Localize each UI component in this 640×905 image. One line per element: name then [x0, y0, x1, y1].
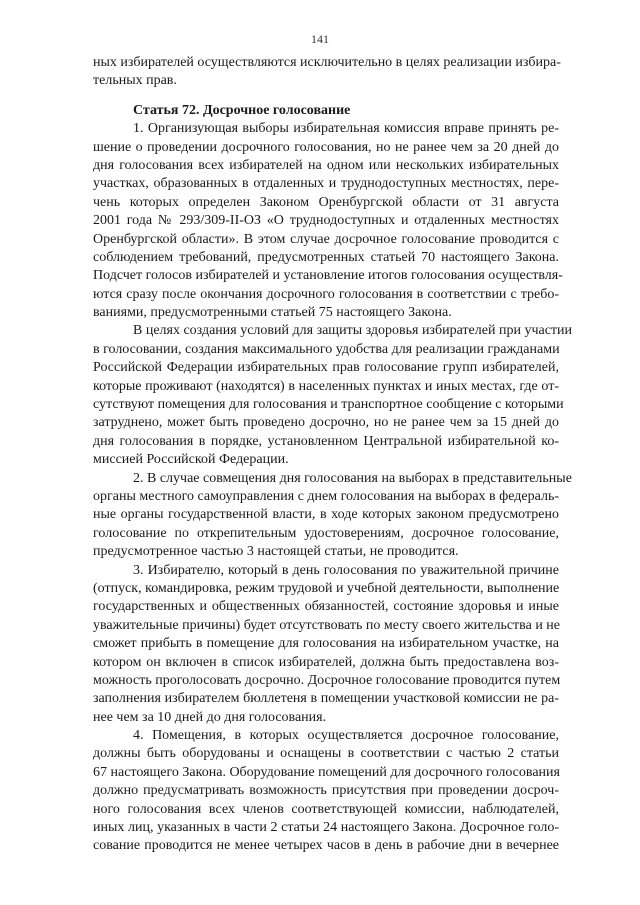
- article-heading: Статья 72. Досрочное голосование: [133, 102, 351, 118]
- article-paragraph-line: Оренбургской области». В этом случае досрочное голосование проводится с: [93, 231, 559, 247]
- article-paragraph-line: Российской Федерации избирательных прав голосование групп избирателей,: [93, 360, 559, 376]
- intro-paragraph-line: тельных прав.: [93, 73, 177, 89]
- article-paragraph: [93, 322, 573, 469]
- article-paragraph-line: дня голосования в порядке, установленном Центральной избирательной ко-: [93, 433, 559, 449]
- article-paragraph: [93, 562, 559, 728]
- article-paragraph-line: миссией Российской Федерации.: [93, 452, 289, 468]
- article-paragraph: [93, 470, 572, 562]
- article-paragraph-line: ются сразу после окончания досрочного голосования в соответствии с требо-: [93, 286, 559, 302]
- article-paragraph-line: 3. Избирателю, который в день голосования по уважительной причине: [133, 562, 559, 578]
- article-paragraph-line: заполнения избирателем бюллетеня в помещении участковой комиссии не ра-: [93, 691, 559, 707]
- article-paragraph-line: 2001 года № 293/309-II-ОЗ «О труднодоступных и отдаленных местностях: [93, 213, 559, 229]
- article-paragraph-line: голосование по открепительным удостоверениям, досрочное голосование,: [93, 525, 559, 541]
- article-paragraph-line: органы местного самоуправления с днем голосования на выборах в федераль-: [93, 488, 559, 504]
- article-paragraph-line: должно предусматривать возможность присутствия при проведении досроч-: [93, 783, 559, 799]
- intro-paragraph: [93, 54, 559, 91]
- article-paragraph-line: государственных и общественных обязанностей, состояние здоровья и иные: [93, 599, 559, 615]
- article-paragraph-line: сутствуют помещения для голосования и транспортное сообщение с которыми: [93, 397, 564, 413]
- article-paragraph-line: нее чем за 10 дней до дня голосования.: [93, 709, 327, 725]
- article-paragraph: [93, 120, 563, 322]
- article-paragraph-line: ные органы государственной власти, в ходе которых законом предусмотрено: [93, 507, 559, 523]
- intro-paragraph-line: ных избирателей осуществляются исключительно в целях реализации избира-: [93, 55, 561, 70]
- article-paragraph-line: котором он включен в список избирателей, должна быть предоставлена воз-: [93, 654, 559, 670]
- article-paragraph-line: Подсчет голосов избирателей и установление итогов голосования осуществля-: [93, 268, 563, 284]
- article-paragraph-line: (отпуск, командировка, режим трудовой и учебной деятельности, выполнение: [93, 580, 560, 596]
- article-paragraph-line: дня голосования всех избирателей на одном или нескольких избирательных: [93, 157, 559, 173]
- article-paragraph-line: участках, образованных в отдаленных и труднодоступных местностях, пере-: [93, 176, 559, 192]
- article-paragraph-line: чень которых определен Законом Оренбургской области от 31 августа: [93, 194, 559, 210]
- article-paragraph-line: предусмотренное частью 3 настоящей статьи, не проводится.: [93, 544, 459, 560]
- article-paragraph-line: 4. Помещения, в которых осуществляется досрочное голосование,: [133, 728, 559, 744]
- article-paragraph-line: сможет прибыть в помещение для голосования на избирательном участке, на: [93, 636, 559, 652]
- article-paragraph-line: сование проводится не менее четырех часов в день в рабочие дни в вечернее: [93, 838, 559, 854]
- article-paragraph-line: затруднено, может быть проведено досрочно, но не ранее чем за 15 дней до: [93, 415, 559, 431]
- article-paragraph-line: иных лиц, указанных в части 2 статьи 24 настоящего Закона. Досрочное голо-: [93, 820, 559, 836]
- article-paragraph-line: в голосовании, создания максимального удобства для реализации гражданами: [93, 341, 560, 357]
- article-paragraph-line: уважительные причины) будет отсутствовать по месту своего жительства и не: [93, 617, 561, 633]
- article-paragraph-line: ваниями, предусмотренными статьей 75 настоящего Закона.: [93, 305, 452, 321]
- page-body: [93, 54, 573, 856]
- article-paragraph-line: 67 настоящего Закона. Оборудование помещений для досрочного голосования: [93, 764, 560, 780]
- article-paragraph-line: 1. Организующая выборы избирательная комиссия вправе принять ре-: [133, 121, 559, 137]
- article-paragraph-line: должны быть оборудованы и оснащены в соответствии с частью 2 статьи: [93, 746, 559, 762]
- article-paragraph-line: которые проживают (находятся) в населенных пунктах и иных местах, где от-: [93, 378, 559, 394]
- article-paragraph: [93, 727, 559, 856]
- article-paragraph-line: соблюдением требований, предусмотренных статьей 70 настоящего Закона.: [93, 249, 559, 265]
- article-paragraph-line: ного голосования всех членов соответствующей комиссии, наблюдателей,: [93, 801, 559, 817]
- article-paragraph-line: 2. В случае совмещения дня голосования на выборах в представительные: [133, 470, 572, 486]
- article-paragraph-line: можность проголосовать досрочно. Досрочное голосование проводится путем: [93, 672, 561, 688]
- page-number: 141: [311, 32, 329, 46]
- article-paragraph-line: шение о проведении досрочного голосования, но не ранее чем за 20 дней до: [93, 139, 559, 155]
- article-paragraph-line: В целях создания условий для защиты здоровья избирателей при участии: [133, 323, 573, 339]
